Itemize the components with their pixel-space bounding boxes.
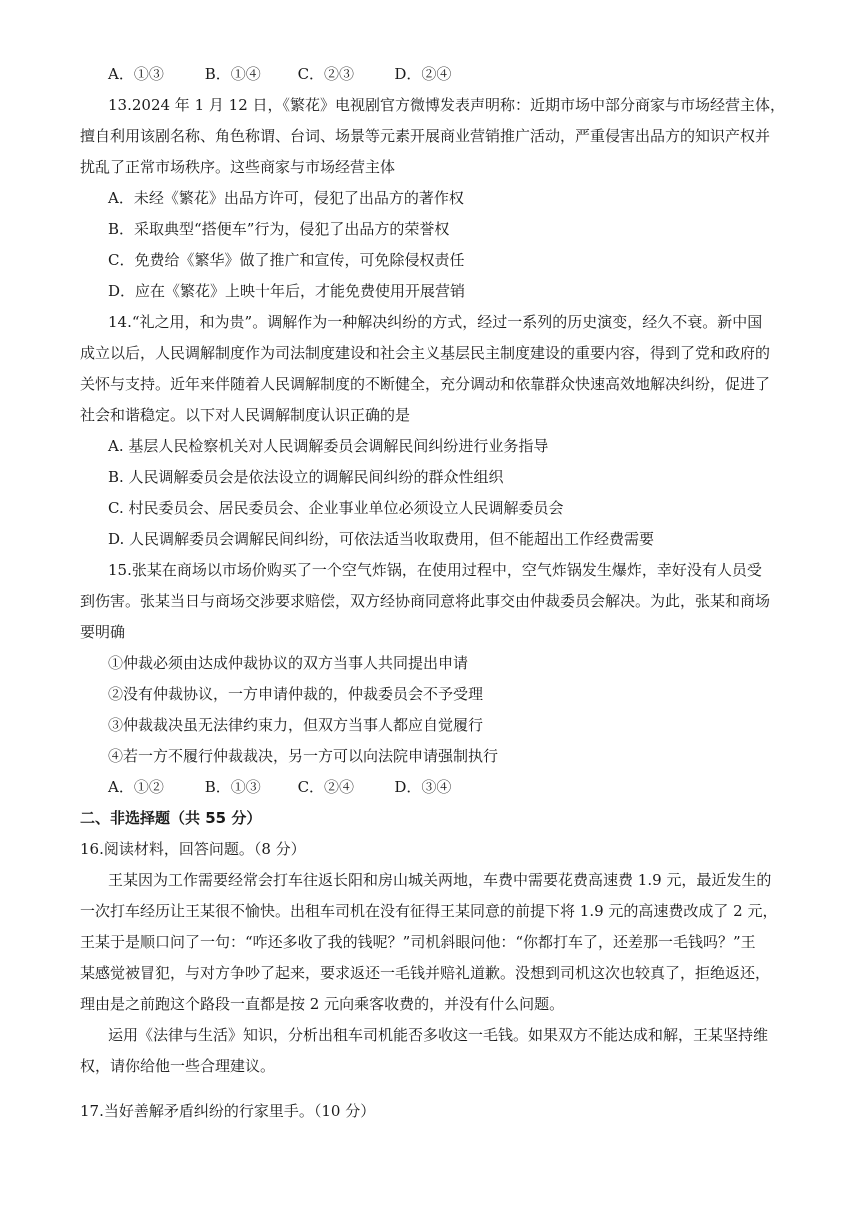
q13-option-b: B．采取典型“搭便车”行为，侵犯了出品方的荣誉权 — [108, 220, 450, 238]
q13-option-a: A．未经《繁花》出品方许可，侵犯了出品方的著作权 — [108, 189, 464, 207]
q16-material-line: 王某于是顺口问了一句：“咋还多收了我的钱呢？”司机斜眼问他：“你都打车了，还差那一毛钱吗？”王 — [80, 933, 756, 951]
q12-option-b: B．①④ — [204, 65, 261, 83]
q15-stem-line: 要明确 — [80, 623, 126, 641]
q17-title: 17.当好善解矛盾纠纷的行家里手。（10 分） — [80, 1102, 376, 1120]
q16-title: 16.阅读材料，回答问题。（8 分） — [80, 840, 306, 858]
q15-statement-3: ③仲裁裁决虽无法律约束力，但双方当事人都应自觉履行 — [108, 716, 484, 734]
q14-stem-line: 14.“礼之用，和为贵”。调解作为一种解决纠纷的方式，经过一系列的历史演变，经久不衰。新中国 — [108, 313, 763, 331]
q16-question-line: 运用《法律与生活》知识，分析出租车司机能否多收这一毛钱。如果双方不能达成和解，王某坚持维 — [108, 1026, 769, 1044]
q12-options — [108, 64, 451, 84]
q12-option-c: C．②③ — [297, 65, 355, 83]
q15-options — [108, 777, 451, 797]
q15-stem-line: 15.张某在商场以市场价购买了一个空气炸锅，在使用过程中，空气炸锅发生爆炸，幸好没有人员受 — [108, 561, 762, 579]
q13-option-d: D．应在《繁花》上映十年后，才能免费使用开展营销 — [108, 282, 466, 300]
q16-material-line: 理由是之前跑这个路段一直都是按 2 元向乘客收费的，并没有什么问题。 — [80, 995, 565, 1013]
q16-material-line: 王某因为工作需要经常会打车往返长阳和房山城关两地，车费中需要花费高速费 1.9 元，最近发生的 — [108, 871, 772, 889]
q14-option-b: B. 人民调解委员会是依法设立的调解民间纠纷的群众性组织 — [108, 468, 504, 486]
q12-option-a: A．①③ — [108, 65, 164, 83]
q15-statement-4: ④若一方不履行仲裁裁决，另一方可以向法院申请强制执行 — [108, 747, 499, 765]
section-heading: 二、非选择题（共 55 分） — [80, 809, 262, 827]
q15-option-d: D．③④ — [394, 778, 452, 796]
q13-stem-line: 13.2024 年 1 月 12 日，《繁花》电视剧官方微博发表声明称：近期市场中部分商家与市场经营主体， — [108, 96, 786, 114]
q15-statement-2: ②没有仲裁协议，一方申请仲裁的，仲裁委员会不予受理 — [108, 685, 484, 703]
q16-question-line: 权，请你给他一些合理建议。 — [80, 1057, 276, 1075]
q15-statement-1: ①仲裁必须由达成仲裁协议的双方当事人共同提出申请 — [108, 654, 469, 672]
q15-option-a: A．①② — [108, 778, 164, 796]
q12-option-d: D．②④ — [394, 65, 452, 83]
q14-stem-line: 关怀与支持。近年来伴随着人民调解制度的不断健全，充分调动和依靠群众快速高效地解决纠纷，促进了 — [80, 375, 771, 393]
q16-material-line: 一次打车经历让王某很不愉快。出租车司机在没有征得王某同意的前提下将 1.9 元的高速费改成了 2 元， — [80, 902, 778, 920]
q15-stem-line: 到伤害。张某当日与商场交涉要求赔偿，双方经协商同意将此事交由仲裁委员会解决。为此，张某和商场 — [80, 592, 771, 610]
q15-option-c: C．②④ — [297, 778, 355, 796]
q16-material-line: 某感觉被冒犯，与对方争吵了起来，要求返还一毛钱并赔礼道歉。没想到司机这次也较真了，拒绝返还， — [80, 964, 771, 982]
q13-stem-line: 擅自利用该剧名称、角色称谓、台词、场景等元素开展商业营销推广活动，严重侵害出品方的知识产权并 — [80, 127, 771, 145]
q15-option-b: B．①③ — [204, 778, 261, 796]
q14-option-a: A. 基层人民检察机关对人民调解委员会调解民间纠纷进行业务指导 — [108, 437, 549, 455]
q13-option-c: C．免费给《繁华》做了推广和宣传，可免除侵权责任 — [108, 251, 465, 269]
q14-option-d: D. 人民调解委员会调解民间纠纷，可依法适当收取费用，但不能超出工作经费需要 — [108, 530, 655, 548]
q14-option-c: C. 村民委员会、居民委员会、企业事业单位必须设立人民调解委员会 — [108, 499, 564, 517]
q14-stem-line: 社会和谐稳定。以下对人民调解制度认识正确的是 — [80, 406, 411, 424]
q14-stem-line: 成立以后，人民调解制度作为司法制度建设和社会主义基层民主制度建设的重要内容，得到了党和政府的 — [80, 344, 771, 362]
q13-stem-line: 扰乱了正常市场秩序。这些商家与市场经营主体 — [80, 158, 396, 176]
